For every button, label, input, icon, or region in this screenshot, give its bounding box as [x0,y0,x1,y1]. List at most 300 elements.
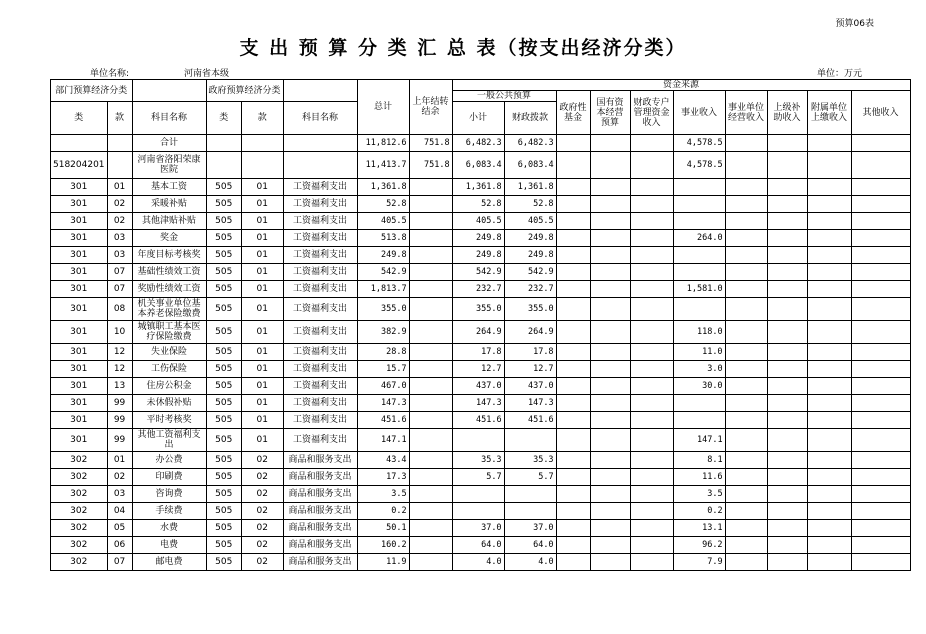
row-kuan: 06 [107,537,132,554]
row-superior-subsidy [767,135,807,152]
row-gov-lei: 505 [206,196,241,213]
row-gov-kuan: 02 [241,469,283,486]
row-operating-income [725,196,767,213]
table-row [51,395,911,412]
row-subtotal: 37.0 [452,520,504,537]
row-affiliated [807,486,851,503]
row-gov-kuan: 02 [241,520,283,537]
row-superior-subsidy [767,503,807,520]
row-state-capital [590,196,630,213]
row-subject-name: 住房公积金 [132,378,206,395]
row-fiscal: 64.0 [504,537,556,554]
table-row [51,537,911,554]
row-gov-kuan: 02 [241,486,283,503]
row-subtotal: 437.0 [452,378,504,395]
row-total: 3.5 [357,486,409,503]
row-lei: 301 [51,230,108,247]
row-business-income: 264.0 [673,230,725,247]
row-operating-income [725,486,767,503]
table-row [51,429,911,452]
row-fiscal: 35.3 [504,452,556,469]
row-gov-kuan: 01 [241,361,283,378]
row-lei: 301 [51,378,108,395]
row-lei: 302 [51,503,108,520]
row-other-income [851,412,910,429]
row-subtotal: 264.9 [452,321,504,344]
row-fiscal: 249.8 [504,230,556,247]
row-gov-lei: 505 [206,452,241,469]
row-superior-subsidy [767,213,807,230]
budget-table [50,79,911,571]
unit-name: 河南省本级 [184,69,230,79]
row-fiscal: 6,083.4 [504,152,556,179]
row-gov-subject-name: 商品和服务支出 [283,486,357,503]
row-total: 0.2 [357,503,409,520]
row-other-income [851,429,910,452]
row-gov-lei: 505 [206,281,241,298]
row-total: 43.4 [357,452,409,469]
row-superior-subsidy [767,554,807,571]
row-gov-lei: 505 [206,395,241,412]
header-subtotal: 小计 [452,102,504,135]
row-subject-name: 合计 [132,135,206,152]
row-other-income [851,452,910,469]
row-gov-fund [556,361,590,378]
row-affiliated [807,281,851,298]
row-affiliated [807,152,851,179]
row-affiliated [807,213,851,230]
row-total: 382.9 [357,321,409,344]
row-total: 451.6 [357,412,409,429]
row-gov-kuan: 01 [241,344,283,361]
row-kuan: 04 [107,503,132,520]
row-special-account [630,213,673,230]
row-gov-kuan: 01 [241,179,283,196]
row-gov-kuan: 01 [241,264,283,281]
row-gov-fund [556,179,590,196]
row-lei: 301 [51,429,108,452]
header-special-account: 财政专户管理资金收入 [630,91,673,135]
row-subtotal: 405.5 [452,213,504,230]
header-gov-group: 政府预算经济分类 [206,80,283,102]
row-business-income: 147.1 [673,429,725,452]
row-business-income: 1,581.0 [673,281,725,298]
row-subtotal: 249.8 [452,247,504,264]
row-subtotal: 17.8 [452,344,504,361]
row-gov-fund [556,412,590,429]
row-state-capital [590,179,630,196]
row-gov-lei: 505 [206,554,241,571]
table-row [51,378,911,395]
header-gov-kuan: 款 [241,102,283,135]
row-special-account [630,321,673,344]
row-superior-subsidy [767,152,807,179]
row-gov-fund [556,469,590,486]
row-subject-name: 水费 [132,520,206,537]
row-business-income [673,395,725,412]
row-special-account [630,554,673,571]
row-subject-name: 其他津贴补贴 [132,213,206,230]
row-subject-name: 城镇职工基本医疗保险缴费 [132,321,206,344]
row-superior-subsidy [767,537,807,554]
row-special-account [630,429,673,452]
row-fiscal: 355.0 [504,298,556,321]
row-carryover [409,298,452,321]
row-carryover [409,321,452,344]
row-lei: 301 [51,281,108,298]
row-total: 513.8 [357,230,409,247]
row-state-capital [590,230,630,247]
row-total: 355.0 [357,298,409,321]
row-lei: 302 [51,486,108,503]
row-superior-subsidy [767,179,807,196]
row-fiscal [504,429,556,452]
table-row [51,152,911,179]
row-subtotal [452,486,504,503]
row-subtotal: 6,083.4 [452,152,504,179]
row-business-income: 11.6 [673,469,725,486]
row-subject-name: 奖励性绩效工资 [132,281,206,298]
row-subject-name: 年度目标考核奖 [132,247,206,264]
row-kuan: 03 [107,230,132,247]
header-superior-subsidy: 上级补助收入 [767,91,807,135]
row-gov-fund [556,196,590,213]
row-total: 249.8 [357,247,409,264]
row-gov-subject-name: 工资福利支出 [283,264,357,281]
row-affiliated [807,469,851,486]
row-gov-fund [556,230,590,247]
table-row [51,196,911,213]
row-carryover [409,429,452,452]
row-operating-income [725,298,767,321]
header-gov-subject-name: 科目名称 [283,102,357,135]
row-superior-subsidy [767,230,807,247]
row-gov-lei: 505 [206,179,241,196]
row-gov-subject-name: 商品和服务支出 [283,469,357,486]
header-lei: 类 [51,102,108,135]
row-other-income [851,469,910,486]
row-gov-kuan: 01 [241,429,283,452]
row-carryover [409,395,452,412]
row-lei: 301 [51,412,108,429]
row-special-account [630,361,673,378]
row-total: 147.3 [357,395,409,412]
row-gov-fund [556,395,590,412]
header-gov-lei: 类 [206,102,241,135]
row-other-income [851,281,910,298]
row-state-capital [590,152,630,179]
row-state-capital [590,452,630,469]
row-state-capital [590,503,630,520]
row-special-account [630,520,673,537]
row-subtotal: 35.3 [452,452,504,469]
row-fiscal: 1,361.8 [504,179,556,196]
row-fiscal: 17.8 [504,344,556,361]
row-affiliated [807,298,851,321]
row-fiscal: 405.5 [504,213,556,230]
row-gov-subject-name: 工资福利支出 [283,298,357,321]
row-subject-name: 奖金 [132,230,206,247]
row-total: 1,813.7 [357,281,409,298]
row-fiscal: 52.8 [504,196,556,213]
row-total: 11.9 [357,554,409,571]
row-gov-fund [556,281,590,298]
header-gov-fund: 政府性基金 [556,91,590,135]
row-fiscal: 12.7 [504,361,556,378]
row-carryover [409,179,452,196]
row-operating-income [725,213,767,230]
row-other-income [851,152,910,179]
row-lei: 301 [51,395,108,412]
row-state-capital [590,554,630,571]
row-subtotal: 249.8 [452,230,504,247]
row-superior-subsidy [767,429,807,452]
row-subtotal: 4.0 [452,554,504,571]
row-business-income [673,247,725,264]
row-subtotal: 1,361.8 [452,179,504,196]
row-gov-lei: 505 [206,378,241,395]
row-gov-kuan [241,135,283,152]
table-row [51,230,911,247]
row-business-income: 4,578.5 [673,135,725,152]
row-gov-lei: 505 [206,344,241,361]
row-carryover [409,361,452,378]
row-operating-income [725,152,767,179]
row-carryover [409,213,452,230]
row-subject-name: 基础性绩效工资 [132,264,206,281]
table-row [51,452,911,469]
row-superior-subsidy [767,196,807,213]
row-state-capital [590,395,630,412]
row-fiscal [504,503,556,520]
row-gov-subject-name: 工资福利支出 [283,321,357,344]
row-kuan: 03 [107,486,132,503]
row-gov-fund [556,247,590,264]
row-subtotal: 451.6 [452,412,504,429]
row-total: 11,812.6 [357,135,409,152]
row-affiliated [807,361,851,378]
row-business-income [673,179,725,196]
row-business-income: 4,578.5 [673,152,725,179]
row-affiliated [807,196,851,213]
row-operating-income [725,281,767,298]
row-kuan: 07 [107,554,132,571]
row-subject-name: 河南省洛阳荣康医院 [132,152,206,179]
row-subject-name: 其他工资福利支出 [132,429,206,452]
table-row [51,298,911,321]
row-carryover [409,554,452,571]
row-subject-name: 失业保险 [132,344,206,361]
row-fiscal: 5.7 [504,469,556,486]
row-affiliated [807,554,851,571]
row-other-income [851,503,910,520]
row-state-capital [590,429,630,452]
row-lei: 518204201 [51,152,108,179]
row-operating-income [725,503,767,520]
row-gov-subject-name: 工资福利支出 [283,395,357,412]
row-gov-kuan: 02 [241,537,283,554]
row-carryover [409,264,452,281]
row-kuan [107,135,132,152]
row-other-income [851,247,910,264]
row-subject-name: 咨询费 [132,486,206,503]
row-special-account [630,298,673,321]
row-affiliated [807,503,851,520]
table-row [51,247,911,264]
row-special-account [630,196,673,213]
row-subtotal: 232.7 [452,281,504,298]
row-gov-lei: 505 [206,520,241,537]
row-total: 52.8 [357,196,409,213]
row-gov-subject-name: 工资福利支出 [283,281,357,298]
row-gov-subject-name: 工资福利支出 [283,429,357,452]
row-special-account [630,230,673,247]
row-special-account [630,452,673,469]
row-gov-fund [556,264,590,281]
row-affiliated [807,395,851,412]
row-special-account [630,135,673,152]
row-total: 17.3 [357,469,409,486]
row-gov-fund [556,537,590,554]
row-gov-lei [206,135,241,152]
row-total: 50.1 [357,520,409,537]
row-gov-kuan: 01 [241,281,283,298]
row-gov-lei: 505 [206,213,241,230]
row-gov-subject-name: 商品和服务支出 [283,537,357,554]
row-carryover [409,503,452,520]
row-gov-kuan: 01 [241,213,283,230]
row-gov-kuan: 01 [241,247,283,264]
row-total: 1,361.8 [357,179,409,196]
row-kuan: 02 [107,469,132,486]
row-business-income [673,213,725,230]
row-subtotal: 5.7 [452,469,504,486]
row-superior-subsidy [767,361,807,378]
row-state-capital [590,520,630,537]
row-gov-fund [556,298,590,321]
row-total: 11,413.7 [357,152,409,179]
unit-row [50,66,870,78]
row-operating-income [725,344,767,361]
row-fiscal: 6,482.3 [504,135,556,152]
row-fiscal: 249.8 [504,247,556,264]
row-business-income [673,298,725,321]
row-total: 542.9 [357,264,409,281]
row-gov-fund [556,321,590,344]
table-row [51,135,911,152]
row-carryover [409,196,452,213]
row-affiliated [807,520,851,537]
row-other-income [851,554,910,571]
row-other-income [851,213,910,230]
row-lei: 301 [51,344,108,361]
row-other-income [851,344,910,361]
row-business-income: 96.2 [673,537,725,554]
row-business-income: 0.2 [673,503,725,520]
row-total: 160.2 [357,537,409,554]
row-superior-subsidy [767,321,807,344]
row-state-capital [590,378,630,395]
row-subtotal: 147.3 [452,395,504,412]
row-fiscal: 4.0 [504,554,556,571]
row-kuan: 01 [107,179,132,196]
row-business-income: 118.0 [673,321,725,344]
row-subject-name: 电费 [132,537,206,554]
row-subject-name: 工伤保险 [132,361,206,378]
row-state-capital [590,264,630,281]
row-gov-subject-name [283,135,357,152]
row-subtotal: 52.8 [452,196,504,213]
row-carryover [409,520,452,537]
row-special-account [630,395,673,412]
row-superior-subsidy [767,298,807,321]
table-row [51,344,911,361]
row-special-account [630,469,673,486]
row-subtotal [452,503,504,520]
row-state-capital [590,298,630,321]
row-other-income [851,395,910,412]
row-gov-kuan: 02 [241,554,283,571]
row-gov-kuan [241,152,283,179]
row-gov-kuan: 01 [241,230,283,247]
page-title: 支 出 预 算 分 类 汇 总 表（按支出经济分类） [239,37,687,59]
row-lei: 301 [51,179,108,196]
row-special-account [630,281,673,298]
row-kuan: 05 [107,520,132,537]
row-fiscal: 37.0 [504,520,556,537]
row-lei: 301 [51,213,108,230]
row-state-capital [590,247,630,264]
row-subject-name: 邮电费 [132,554,206,571]
row-carryover [409,486,452,503]
row-gov-fund [556,344,590,361]
row-affiliated [807,429,851,452]
row-total: 28.8 [357,344,409,361]
row-operating-income [725,264,767,281]
row-subtotal: 355.0 [452,298,504,321]
row-superior-subsidy [767,412,807,429]
row-subtotal: 542.9 [452,264,504,281]
row-lei: 301 [51,298,108,321]
header-dept-group: 部门预算经济分类 [51,80,133,102]
row-kuan: 07 [107,264,132,281]
row-gov-fund [556,213,590,230]
row-fiscal: 264.9 [504,321,556,344]
row-gov-kuan: 02 [241,503,283,520]
table-row [51,520,911,537]
row-carryover [409,344,452,361]
row-superior-subsidy [767,395,807,412]
row-gov-lei: 505 [206,412,241,429]
row-subtotal: 6,482.3 [452,135,504,152]
row-gov-lei: 505 [206,247,241,264]
row-gov-lei: 505 [206,537,241,554]
row-carryover [409,412,452,429]
row-gov-fund [556,429,590,452]
row-other-income [851,230,910,247]
row-gov-subject-name: 工资福利支出 [283,412,357,429]
row-superior-subsidy [767,264,807,281]
table-row [51,503,911,520]
row-gov-fund [556,554,590,571]
row-fiscal: 451.6 [504,412,556,429]
row-gov-lei: 505 [206,264,241,281]
row-gov-kuan: 01 [241,412,283,429]
row-carryover: 751.8 [409,152,452,179]
row-subject-name: 平时考核奖 [132,412,206,429]
row-carryover [409,230,452,247]
row-lei: 301 [51,321,108,344]
